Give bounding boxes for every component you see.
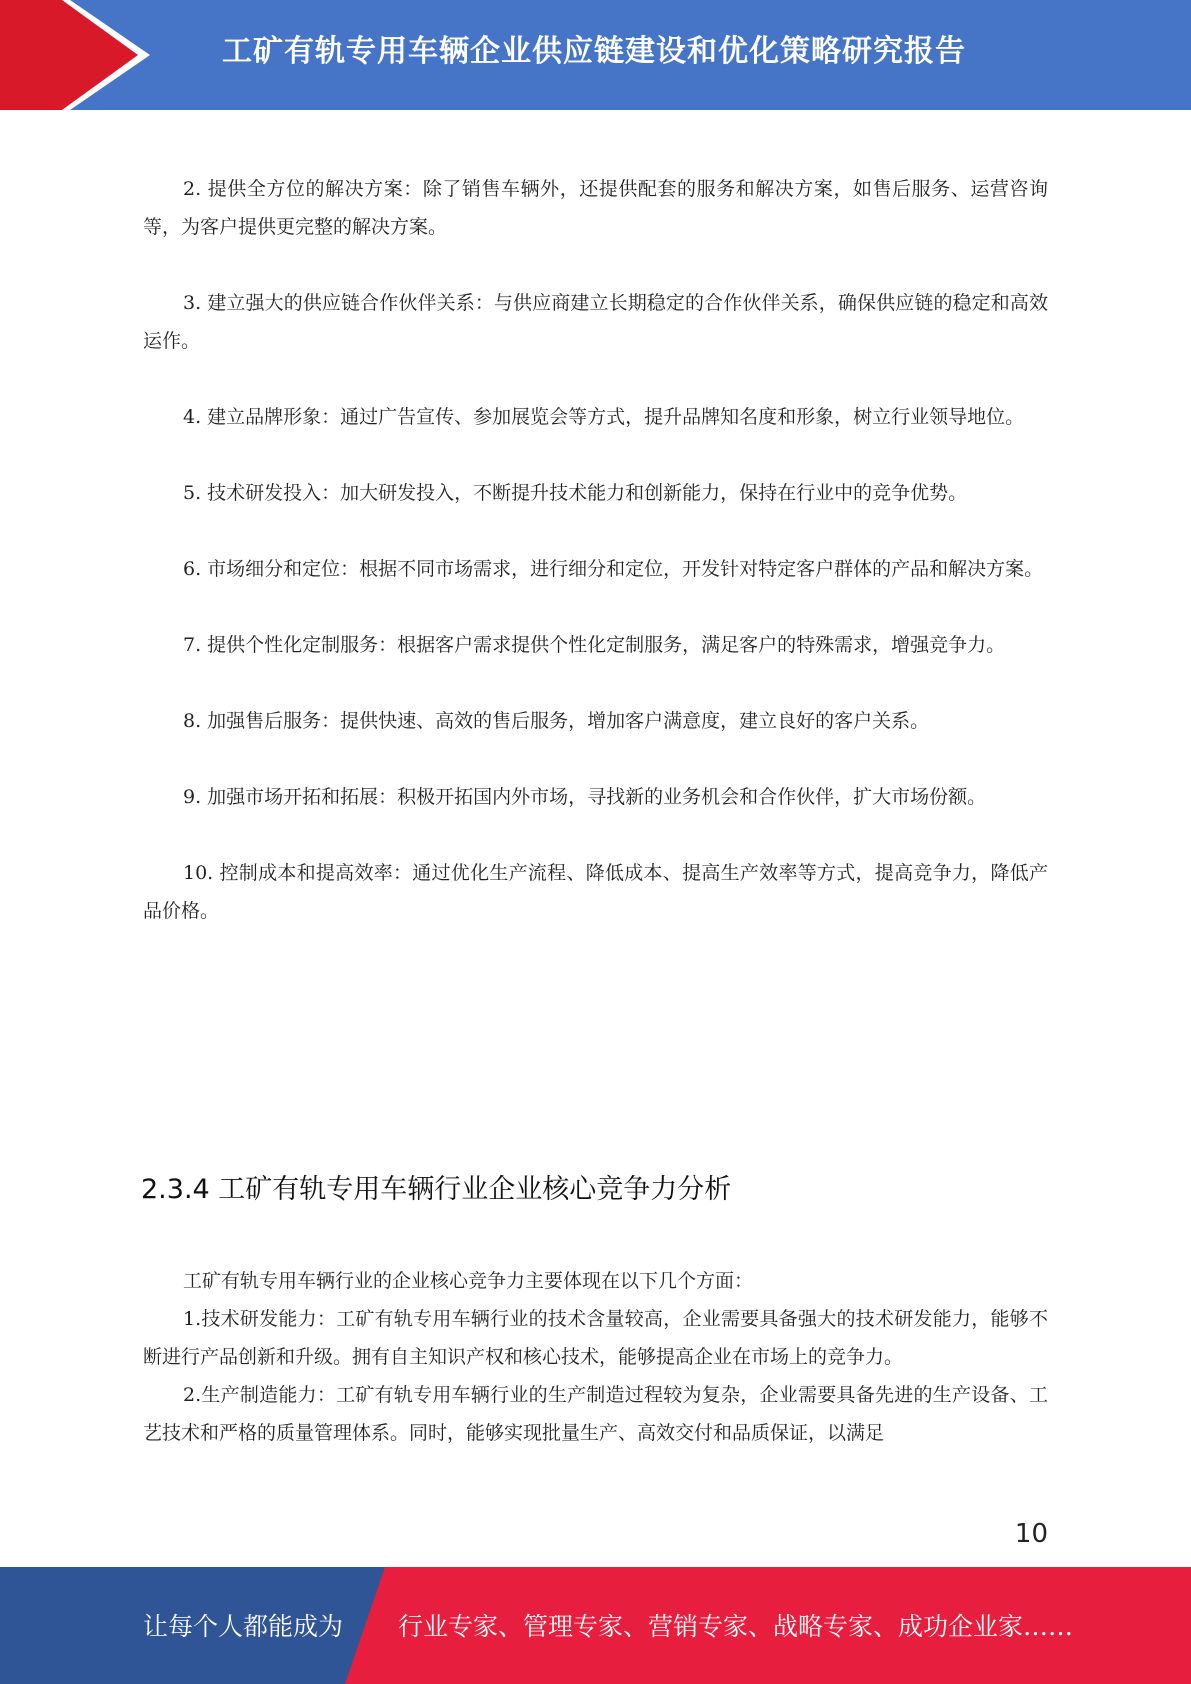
strategy-item: 9. 加强市场开拓和拓展：积极开拓国内外市场，寻找新的业务机会和合作伙伴，扩大市场份额。 (183, 786, 987, 808)
strategy-item: 3. 建立强大的供应链合作伙伴关系：与供应商建立长期稳定的合作伙伴关系，确保供应链的稳定和高效运作。 (143, 292, 1048, 352)
report-title: 工矿有轨专用车辆企业供应链建设和优化策略研究报告 (222, 34, 966, 69)
competency-point: 1.技术研发能力：工矿有轨专用车辆行业的技术含量较高，企业需要具备强大的技术研发能力，能够不断进行产品创新和升级。拥有自主知识产权和核心技术，能够提高企业在市场上的竞争力。 (143, 1308, 1048, 1368)
strategy-item: 8. 加强售后服务：提供快速、高效的售后服务，增加客户满意度，建立良好的客户关系。 (183, 710, 930, 732)
strategy-item: 2. 提供全方位的解决方案：除了销售车辆外，还提供配套的服务和解决方案，如售后服务、运营咨询等，为客户提供更完整的解决方案。 (143, 178, 1048, 238)
footer-slogan-right: 行业专家、管理专家、营销专家、战略专家、成功企业家…… (398, 1612, 1074, 1641)
strategy-item: 10. 控制成本和提高效率：通过优化生产流程、降低成本、提高生产效率等方式，提高竞争力，降低产品价格。 (143, 862, 1048, 922)
strategy-item: 5. 技术研发投入：加大研发投入，不断提升技术能力和创新能力，保持在行业中的竞争优势。 (183, 482, 968, 504)
footer-slogan-left: 让每个人都能成为 (143, 1612, 344, 1641)
section-heading: 2.3.4 工矿有轨专用车辆行业企业核心竞争力分析 (141, 1174, 732, 1205)
section-body (143, 1262, 1048, 1452)
section-intro: 工矿有轨专用车辆行业的企业核心竞争力主要体现在以下几个方面： (183, 1270, 754, 1292)
competency-point: 2.生产制造能力：工矿有轨专用车辆行业的生产制造过程较为复杂，企业需要具备先进的生产设备、工艺技术和严格的质量管理体系。同时，能够实现批量生产、高效交付和品质保证，以满足 (143, 1384, 1048, 1444)
page-footer (0, 1567, 1191, 1684)
strategy-list (143, 170, 1048, 968)
page-number: 10 (1014, 1519, 1048, 1549)
strategy-item: 4. 建立品牌形象：通过广告宣传、参加展览会等方式，提升品牌知名度和形象，树立行业领导地位。 (183, 406, 1025, 428)
strategy-item: 6. 市场细分和定位：根据不同市场需求，进行细分和定位，开发针对特定客户群体的产品和解决方案。 (183, 558, 1044, 580)
page-header (0, 0, 1191, 110)
strategy-item: 7. 提供个性化定制服务：根据客户需求提供个性化定制服务，满足客户的特殊需求，增强竞争力。 (183, 634, 1006, 656)
